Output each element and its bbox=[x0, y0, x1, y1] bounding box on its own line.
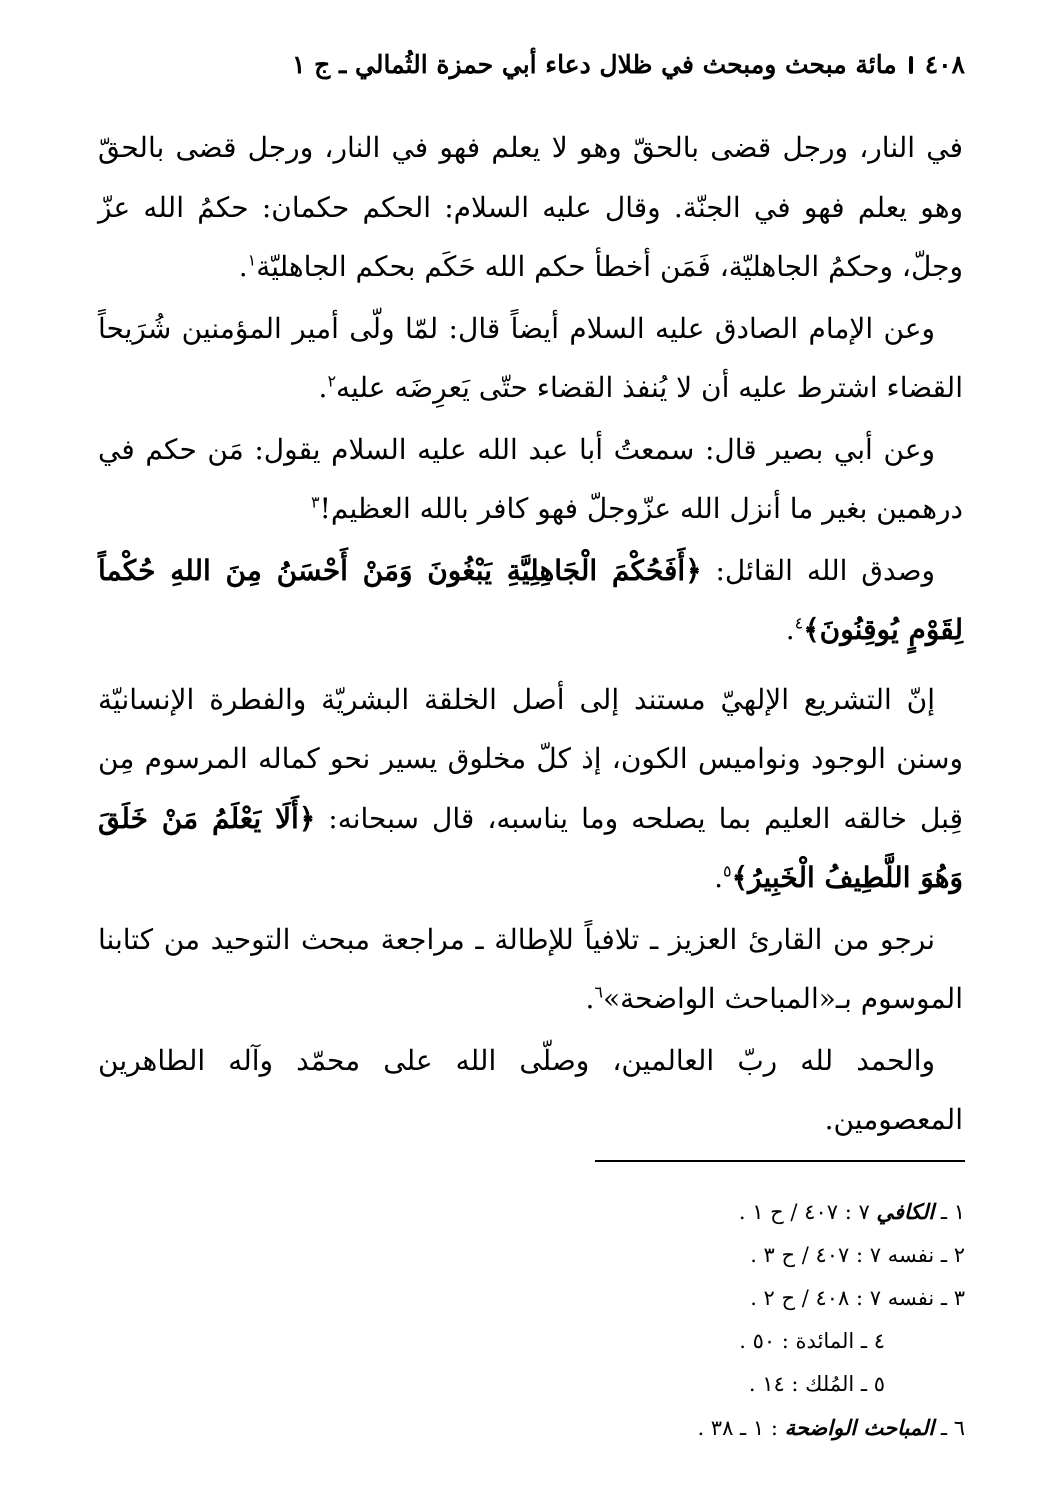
footnote-item: ١ ـ الكافي ٧ : ٤٠٧ / ح ١ . bbox=[738, 1199, 965, 1224]
footnote-marker[interactable]: ٢ bbox=[327, 371, 337, 391]
paragraph: وعن أبي بصير قال: سمعتُ أبا عبد الله عليه السلام يقول: مَن حكم في درهمين بغير ما أنزل الله عزّوجلّ فهو كافر بالله العظيم!$^٣$ bbox=[98, 432, 963, 525]
footnote-marker[interactable]: ٣ bbox=[311, 492, 320, 512]
page-number: ٤٠٨ bbox=[924, 50, 965, 79]
quran-verse: ﴿أَلَا يَعْلَمُ مَنْ خَلَقَ وَهُوَ اللَّطِيفُ الْخَبِيرُ﴾ bbox=[98, 801, 963, 894]
paragraph: في النار، ورجل قضى بالحقّ وهو لا يعلم فهو في النار، ورجل قضى بالحقّ وهو يعلم فهو في الجنّة. وقال عليه السلام: الحكم حكمان: حكمُ الله عزّ وجلّ، وحكمُ الجاهليّة، فَمَن أخطأ حكم الله حَكَم بحكم الجاهليّة$^١$. bbox=[98, 131, 963, 283]
footnote-marker[interactable]: ٥ bbox=[723, 861, 732, 881]
paragraph: نرجو من القارئ العزيز ـ تلافياً للإطالة ـ مراجعة مبحث التوحيد من كتابنا الموسوم بـ«المباحث الواضحة»$^٦$. bbox=[98, 922, 963, 1015]
book-title: مائة مبحث ومبحث في ظلال دعاء أبي حمزة الثُمالي ـ ج ١ bbox=[292, 50, 897, 79]
running-header bbox=[292, 50, 965, 79]
footnote-item: ٤ ـ المائدة : ٥٠ . bbox=[739, 1329, 885, 1353]
quran-verse: ﴿أَفَحُكْمَ الْجَاهِلِيَّةِ يَبْغُونَ وَمَنْ أَحْسَنُ مِنَ اللهِ حُكْماً لِقَوْمٍ يُوقِنُونَ﴾ bbox=[98, 553, 963, 646]
footnote-item: ٥ ـ المُلك : ١٤ . bbox=[748, 1372, 885, 1396]
footnote-marker[interactable]: ٤ bbox=[794, 613, 804, 633]
footnote-item: ٦ ـ المباحث الواضحة : ١ ـ ٣٨ . bbox=[697, 1415, 965, 1440]
footnote-marker[interactable]: ٦ bbox=[594, 982, 604, 1002]
paragraph: وعن الإمام الصادق عليه السلام أيضاً قال: لمّا ولّى أمير المؤمنين شُرَيحاً القضاء اشترط عليه أن لا يُنفذ القضاء حتّى يَعرِضَه عليه$^٢$. bbox=[98, 311, 963, 404]
footnote-item: ٣ ـ نفسه ٧ : ٤٠٨ / ح ٢ . bbox=[750, 1286, 965, 1310]
paragraph: والحمد لله ربّ العالمين، وصلّى الله على محمّد وآله الطاهرين المعصومين. bbox=[98, 1043, 963, 1136]
paragraph: وصدق الله القائل: ﴿أَفَحُكْمَ الْجَاهِلِيَّةِ يَبْغُونَ وَمَنْ أَحْسَنُ مِنَ اللهِ حُكْماً لِقَوْمٍ يُوقِنُونَ﴾$^٤$. bbox=[98, 553, 963, 646]
footnote-marker[interactable]: ١ bbox=[247, 250, 257, 270]
footnotes-list bbox=[300, 1190, 965, 1450]
footnote-separator bbox=[595, 1160, 965, 1162]
footnote-item: ٢ ـ نفسه ٧ : ٤٠٧ / ح ٣ . bbox=[750, 1243, 965, 1267]
paragraph: إنّ التشريع الإلهيّ مستند إلى أصل الخلقة البشريّة والفطرة الإنسانيّة وسنن الوجود ونواميس الكون، إذ كلّ مخلوق يسير نحو كماله المرسوم مِن قِبل خالقه العليم بما يصلحه وما يناسبه، قال سبحانه: ﴿أَلَا يَعْلَمُ مَنْ خَلَقَ وَهُوَ اللَّطِيفُ الْخَبِيرُ﴾$^٥$. bbox=[98, 682, 963, 894]
square-ornament-icon bbox=[909, 56, 913, 74]
main-text bbox=[98, 118, 963, 1152]
